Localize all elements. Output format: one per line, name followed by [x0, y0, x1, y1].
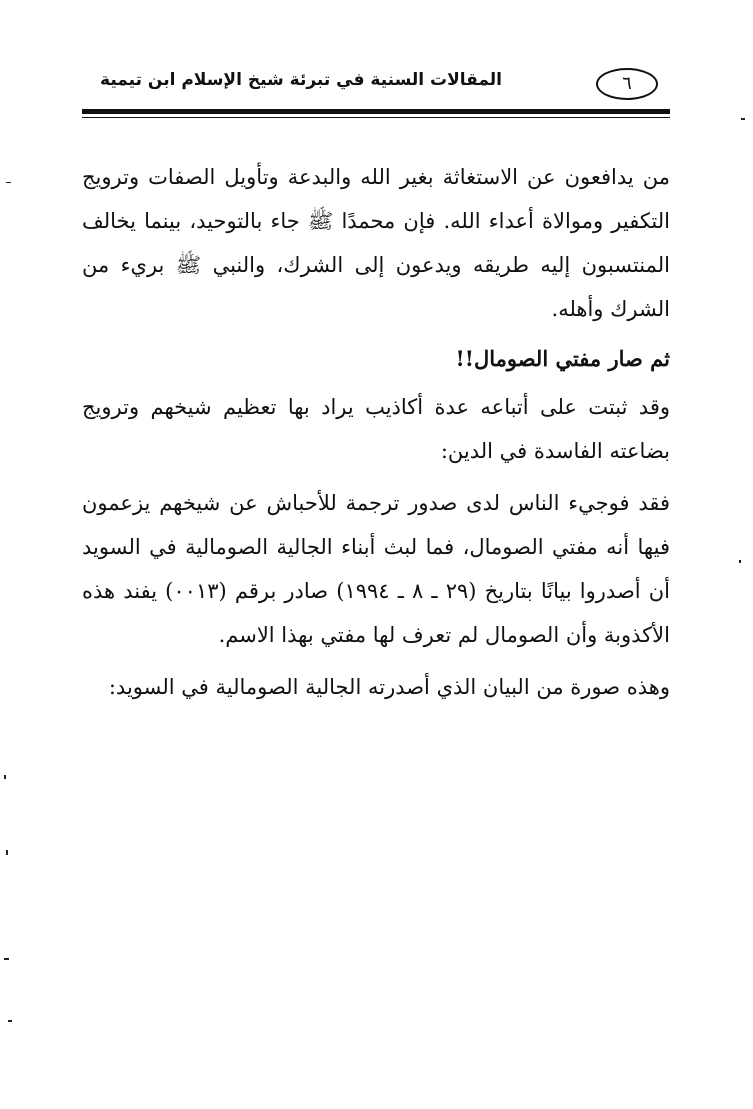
page-body: [82, 155, 670, 709]
paragraph-4: وهذه صورة من البيان الذي أصدرته الجالية الصومالية في السويد:: [108, 675, 670, 699]
scan-edge-mark: [4, 958, 9, 960]
scan-edge-mark: [6, 850, 8, 855]
section-heading: ثم صار مفتي الصومال!!: [455, 346, 670, 371]
page-number: ٦: [596, 68, 658, 100]
paragraph-1: من يدافعون عن الاستغاثة بغير الله والبدعة وتأويل الصفات وترويج التكفير وموالاة أعداء الله. فإن محمدًا ﷺ جاء بالتوحيد، بينما يخالف المنتسبون إليه طريقه ويدعون إلى الشرك، والنبي ﷺ بريء من الشرك وأهله.: [82, 165, 670, 321]
page-header: [82, 62, 670, 112]
scan-edge-mark: [8, 1020, 12, 1022]
header-rule-thin: [82, 117, 670, 118]
running-title: المقالات السنية في تبرئة شيخ الإسلام ابن تيمية: [100, 70, 502, 90]
header-rule-thick: [82, 109, 670, 114]
scan-edge-mark: [741, 118, 745, 120]
paragraph-2: وقد ثبتت على أتباعه عدة أكاذيب يراد بها تعظيم شيخهم وترويج بضاعته الفاسدة في الدين:: [82, 395, 670, 463]
paragraph-3: فقد فوجيء الناس لدى صدور ترجمة للأحباش عن شيخهم يزعمون فيها أنه مفتي الصومال، فما لبث أبناء الجالية الصومالية في السويد أن أصدروا بيانًا بتاريخ (٢٩ ـ ٨ ـ ١٩٩٤) صادر برقم (٠٠١٣) يفند هذه الأكذوبة وأن الصومال لم تعرف لها مفتي بهذا الاسم.: [82, 491, 670, 647]
scan-edge-mark: [6, 182, 11, 183]
scan-edge-mark: [739, 560, 741, 563]
scan-edge-mark: [4, 775, 6, 779]
